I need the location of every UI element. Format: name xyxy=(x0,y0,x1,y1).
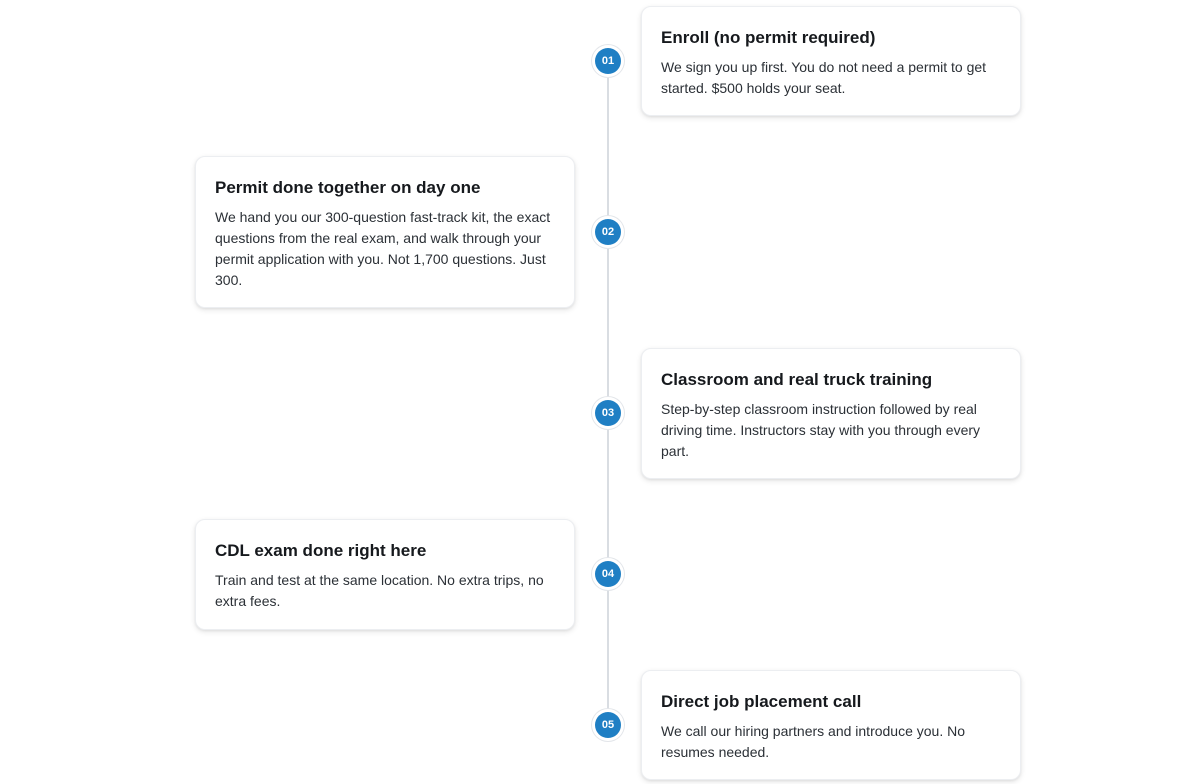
step-description: We call our hiring partners and introduce you. No resumes needed. xyxy=(661,723,966,760)
step-title: CDL exam done right here xyxy=(215,541,427,560)
timeline-connector-line xyxy=(607,60,609,728)
step-marker-01: 01 xyxy=(595,48,621,74)
step-title: Direct job placement call xyxy=(661,692,862,711)
step-card-cdl-exam xyxy=(195,519,575,630)
step-marker-03: 03 xyxy=(595,400,621,426)
step-description: Train and test at the same location. No extra trips, no extra fees. xyxy=(215,572,544,609)
step-marker-04: 04 xyxy=(595,561,621,587)
step-title: Enroll (no permit required) xyxy=(661,28,876,47)
step-description: We sign you up first. You do not need a permit to get started. $500 holds your seat. xyxy=(661,59,987,96)
step-card-permit xyxy=(195,156,575,308)
step-title: Classroom and real truck training xyxy=(661,370,933,389)
step-description: Step-by-step classroom instruction followed by real driving time. Instructors stay with you through every part. xyxy=(661,401,981,459)
step-card-enroll xyxy=(641,6,1021,116)
step-card-training xyxy=(641,348,1021,479)
step-card-job-placement xyxy=(641,670,1021,780)
step-marker-02: 02 xyxy=(595,219,621,245)
step-marker-05: 05 xyxy=(595,712,621,738)
step-title: Permit done together on day one xyxy=(215,178,481,197)
step-description: We hand you our 300-question fast-track kit, the exact questions from the real exam, and walk through your permit application with you. Not 1,700 questions. Just 300. xyxy=(215,209,551,288)
